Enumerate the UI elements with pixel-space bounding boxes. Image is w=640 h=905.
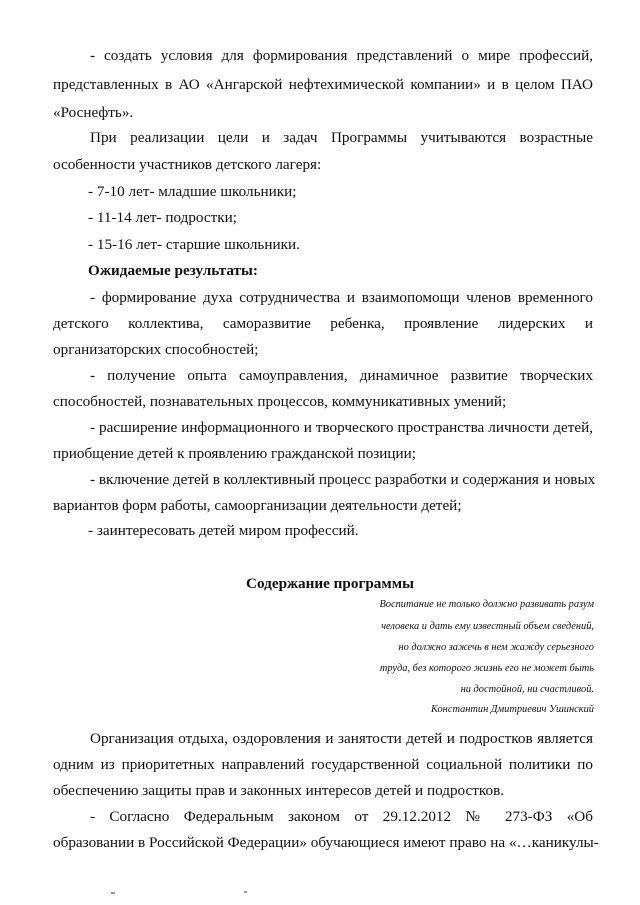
content-heading: Содержание программы (246, 575, 414, 592)
age-group-item: - 15-16 лет- старшие школьники. (88, 236, 300, 253)
results-heading: Ожидаемые результаты: (88, 262, 258, 279)
ages-intro-line-1: При реализации цели и задач Программы учитываются возрастные (90, 129, 593, 146)
scan-artifact (0, 890, 640, 905)
law-paragraph-line-1: - Согласно Федеральным законом от 29.12.2012 № 273-ФЗ «Об (90, 808, 593, 825)
result-3-line-2: приобщение детей к проявлению гражданской позиции; (53, 445, 417, 462)
bullet-professions-line-2: представленных в АО «Ангарской нефтехимической компании» и в целом ПАО (53, 76, 593, 93)
result-1-line-1: - формирование духа сотрудничества и взаимопомощи членов временного (90, 289, 593, 306)
result-1-line-3: организаторских способностей; (53, 341, 259, 358)
epigraph-line: ни достойной, ни счастливой. (460, 684, 594, 695)
epigraph-line: труда, без которого жизнь его не может быть (379, 663, 594, 674)
epigraph-line: но должно зажечь в нем жажду серьезного (398, 642, 594, 653)
epigraph-line: человека и дать ему известный объем сведений, (381, 621, 594, 632)
age-group-item: - 11-14 лет- подростки; (88, 209, 238, 226)
result-5-line: - заинтересовать детей миром профессий. (88, 522, 359, 539)
ages-intro-line-2: особенности участников детского лагеря: (53, 156, 322, 173)
law-paragraph-line-2: образовании в Российской Федерации» обучающиеся имеют право на «…каникулы- (53, 834, 599, 851)
age-group-item: - 7-10 лет- младшие школьники; (88, 183, 297, 200)
result-4-line-2: вариантов форм работы, самоорганизации деятельности детей; (53, 497, 462, 514)
epigraph-author: Константин Дмитриевич Ушинский (430, 704, 594, 715)
epigraph-line: Воспитание не только должно развивать разум (379, 599, 594, 610)
bullet-professions-line-3: «Роснефть». (53, 104, 134, 121)
result-2-line-1: - получение опыта самоуправления, динамичное развитие творческих (90, 367, 593, 384)
org-paragraph-line-1: Организация отдыха, оздоровления и занятости детей и подростков является (90, 730, 593, 747)
bullet-professions-line-1: - создать условия для формирования представлений о мире профессий, (90, 47, 593, 64)
result-3-line-1: - расширение информационного и творческого пространства личности детей, (90, 419, 593, 436)
org-paragraph-line-3: обеспечению защиты прав и законных интересов детей и подростков. (53, 782, 505, 799)
result-2-line-2: способностей, познавательных процессов, коммуникативных умений; (53, 393, 507, 410)
org-paragraph-line-2: одним из приоритетных направлений государственной социальной политики по (53, 756, 593, 773)
result-1-line-2: детского коллектива, саморазвитие ребенка, проявление лидерских и (53, 315, 593, 332)
result-4-line-1: - включение детей в коллективный процесс разработки и содержания и новых (90, 471, 596, 488)
